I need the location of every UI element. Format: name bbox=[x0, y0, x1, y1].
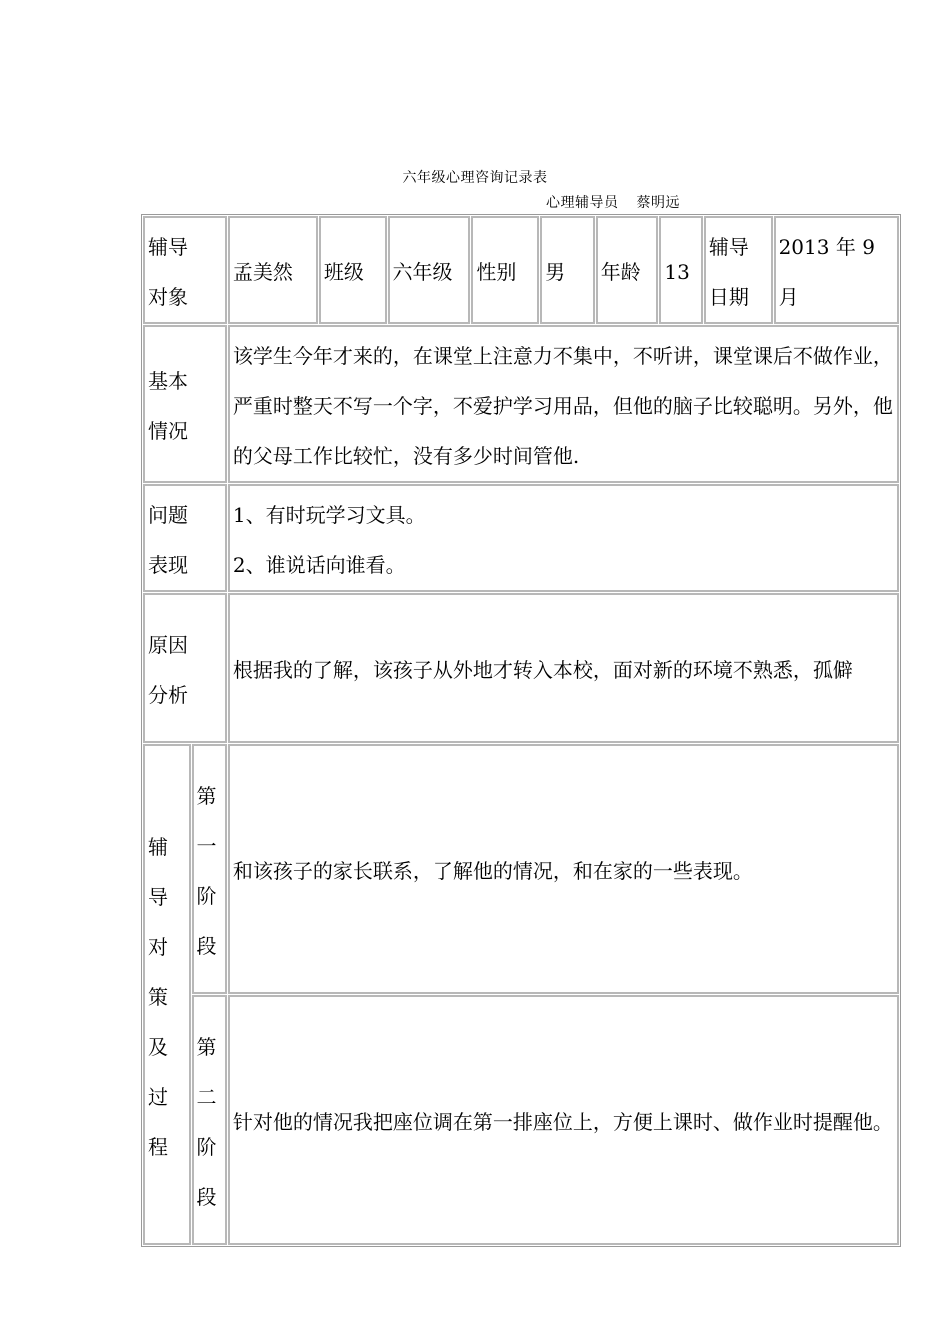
class-value: 六年级 bbox=[388, 216, 471, 324]
counselor-role: 心理辅导员 bbox=[546, 195, 619, 211]
cause-row bbox=[143, 593, 899, 743]
student-name: 孟美然 bbox=[228, 216, 318, 324]
cause-label-line-2: 分析 bbox=[148, 683, 188, 707]
strategy-label-char: 过 bbox=[148, 1084, 168, 1109]
strategy-label-cell bbox=[143, 744, 191, 1245]
cause-label-cell bbox=[143, 593, 227, 743]
stage-1-char: 阶 bbox=[196, 884, 217, 908]
basic-text: 该学生今年才来的，在课堂上注意力不集中，不听讲，课堂课后不做作业，严重时整天不写一个字，不爱护学习用品，但他的脑子比较聪明。另外，他的父母工作比较忙，没有多少时间管他. bbox=[228, 325, 899, 483]
basic-label-line-2: 情况 bbox=[148, 419, 188, 443]
problem-label-line-1: 问题 bbox=[148, 503, 188, 527]
cause-label-line-1: 原因 bbox=[148, 633, 188, 657]
counselor-line bbox=[546, 192, 680, 212]
date-label-line-1: 辅导 bbox=[708, 235, 749, 259]
strategy-label-char: 及 bbox=[148, 1034, 168, 1059]
stage-1-text: 和该孩子的家长联系，了解他的情况，和在家的一些表现。 bbox=[228, 744, 899, 994]
date-label-line-2: 日期 bbox=[708, 285, 749, 309]
subject-label-cell bbox=[143, 216, 227, 324]
stage-2-text: 针对他的情况我把座位调在第一排座位上，方便上课时、做作业时提醒他。 bbox=[228, 995, 899, 1245]
strategy-label-char: 导 bbox=[148, 884, 168, 909]
strategy-stage-1-row bbox=[143, 744, 899, 994]
problem-label-cell bbox=[143, 484, 227, 592]
basic-label-cell bbox=[143, 325, 227, 483]
strategy-label-char: 程 bbox=[148, 1134, 168, 1159]
problem-row bbox=[143, 484, 899, 592]
cause-text: 根据我的了解，该孩子从外地才转入本校，面对新的环境不熟悉，孤僻 bbox=[228, 593, 899, 743]
stage-1-char: 一 bbox=[196, 834, 217, 858]
gender-label: 性别 bbox=[471, 216, 539, 324]
problem-item-1: 1、有时玩学习文具。 bbox=[232, 503, 426, 527]
basic-label-line-1: 基本 bbox=[148, 369, 188, 393]
basic-row bbox=[143, 325, 899, 483]
problem-item-2: 2、谁说话向谁看。 bbox=[232, 553, 406, 577]
stage-1-label-cell bbox=[192, 744, 227, 994]
strategy-stage-2-row bbox=[143, 995, 899, 1245]
stage-2-label-cell bbox=[192, 995, 227, 1245]
stage-2-char: 第 bbox=[196, 1035, 217, 1059]
date-label-cell bbox=[704, 216, 773, 324]
strategy-label-char: 对 bbox=[148, 934, 168, 959]
problem-text-cell bbox=[228, 484, 899, 592]
stage-1-char: 段 bbox=[196, 934, 217, 958]
strategy-label-char: 辅 bbox=[148, 834, 168, 859]
page-title: 六年级心理咨询记录表 bbox=[402, 170, 548, 186]
counselor-name: 蔡明远 bbox=[636, 195, 680, 211]
subject-label-line-1: 辅导 bbox=[148, 235, 188, 259]
strategy-label-char: 策 bbox=[148, 984, 168, 1009]
gender-value: 男 bbox=[540, 216, 595, 324]
info-row bbox=[143, 216, 899, 324]
problem-label-line-2: 表现 bbox=[148, 553, 188, 577]
record-table bbox=[141, 214, 901, 1247]
subject-label-line-2: 对象 bbox=[148, 285, 188, 309]
age-label: 年龄 bbox=[596, 216, 659, 324]
age-value: 13 bbox=[659, 216, 702, 324]
date-value: 2013 年 9 月 bbox=[774, 216, 899, 324]
class-label: 班级 bbox=[319, 216, 387, 324]
stage-2-char: 阶 bbox=[196, 1135, 217, 1159]
stage-1-char: 第 bbox=[196, 784, 217, 808]
stage-2-char: 段 bbox=[196, 1185, 217, 1209]
stage-2-char: 二 bbox=[196, 1085, 217, 1109]
